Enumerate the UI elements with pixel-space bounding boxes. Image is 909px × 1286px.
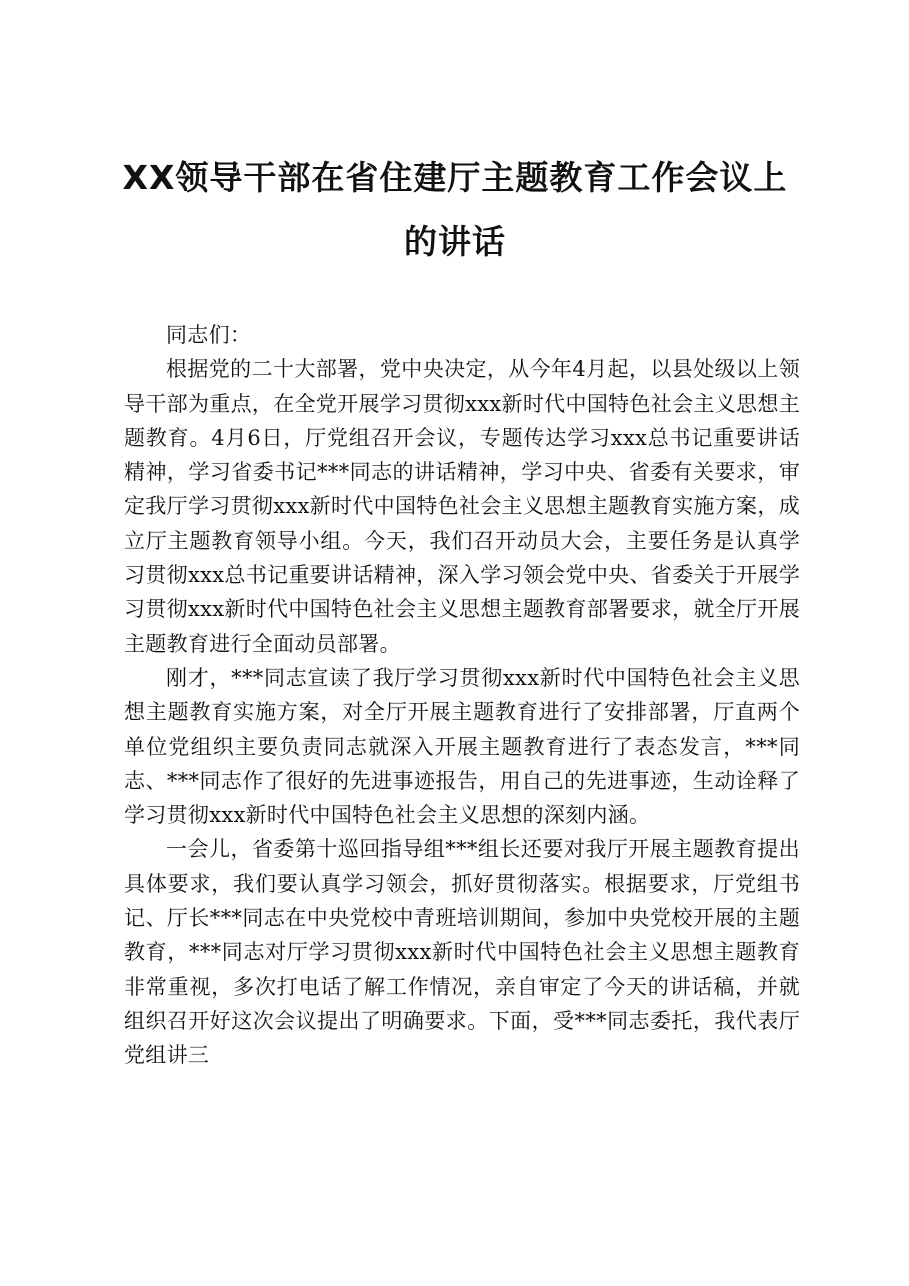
title-line-1: XX领导干部在省住建厅主题教育工作会议上 [122, 158, 788, 197]
title-line-2: 的讲话 [404, 222, 506, 261]
document-body [124, 318, 800, 1073]
paragraph-2: 刚才，***同志宣读了我厅学习贯彻xxx新时代中国特色社会主义思想主题教育实施方案，对全厅开展主题教育进行了安排部署，厅直两个单位党组织主要负责同志就深入开展主题教育进行了表态发言，***同志、***同志作了很好的先进事迹报告，用自己的先进事迹，生动诠释了学习贯彻xxx新时代中国特色社会主义思想的深刻内涵。 [124, 665, 800, 828]
document-title [110, 146, 800, 274]
salutation: 同志们： [166, 323, 252, 347]
paragraph-1: 根据党的二十大部署，党中央决定，从今年4月起，以县处级以上领导干部为重点，在全党开展学习贯彻xxx新时代中国特色社会主义思想主题教育。4月6日，厅党组召开会议，专题传达学习xxx总书记重要讲话精神，学习省委书记***同志的讲话精神，学习中央、省委有关要求，审定我厅学习贯彻xxx新时代中国特色社会主义思想主题教育实施方案，成立厅主题教育领导小组。今天，我们召开动员大会，主要任务是认真学习贯彻xxx总书记重要讲话精神，深入学习领会党中央、省委关于开展学习贯彻xxx新时代中国特色社会主义思想主题教育部署要求，就全厅开展主题教育进行全面动员部署。 [124, 357, 800, 656]
paragraph-3: 一会儿，省委第十巡回指导组***组长还要对我厅开展主题教育提出具体要求，我们要认真学习领会，抓好贯彻落实。根据要求，厅党组书记、厅长***同志在中央党校中青班培训期间，参加中央党校开展的主题教育，***同志对厅学习贯彻xxx新时代中国特色社会主义思想主题教育非常重视，多次打电话了解工作情况，亲自审定了今天的讲话稿，并就组织召开好这次会议提出了明确要求。下面，受***同志委托，我代表厅党组讲三 [124, 837, 800, 1068]
